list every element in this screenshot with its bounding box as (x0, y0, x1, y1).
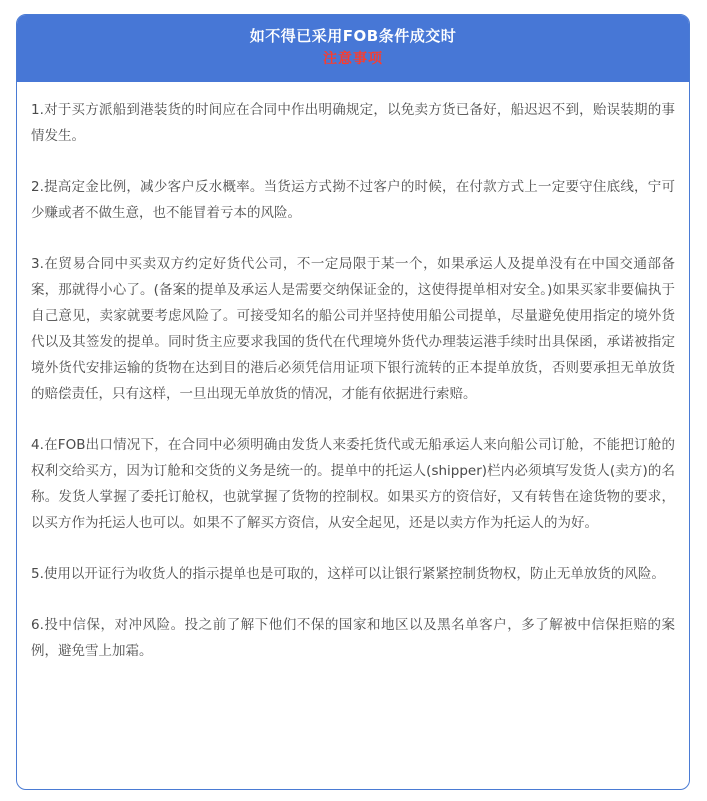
paragraph-6: 6.投中信保，对冲风险。投之前了解下他们不保的国家和地区以及黑名单客户，多了解被中信保拒赔的案例，避免雪上加霜。 (31, 617, 675, 659)
card-content (17, 82, 689, 664)
paragraph-5: 5.使用以开证行为收货人的指示提单也是可取的，这样可以让银行紧紧控制货物权，防止无单放货的风险。 (31, 566, 665, 582)
paragraph-2: 2.提高定金比例，减少客户反水概率。当货运方式拗不过客户的时候，在付款方式上一定要守住底线，宁可少赚或者不做生意，也不能冒着亏本的风险。 (31, 179, 675, 221)
card-header (17, 15, 689, 82)
paragraph-4: 4.在FOB出口情况下，在合同中必须明确由发货人来委托货代或无船承运人来向船公司订舱，不能把订舱的权利交给买方，因为订舱和交货的义务是统一的。提单中的托运人(shipper)栏内必须填写发货人(卖方)的名称。发货人掌握了委托订舱权，也就掌握了货物的控制权。如果买方的资信好，又有转售在途货物的要求，以买方作为托运人也可以。如果不了解买方资信，从安全起见，还是以卖方作为托运人的为好。 (31, 437, 675, 531)
card-title: 如不得已采用FOB条件成交时 (249, 27, 457, 45)
notice-card (16, 14, 690, 790)
paragraph-1: 1.对于买方派船到港装货的时间应在合同中作出明确规定，以免卖方货已备好，船迟迟不到，贻误装期的事情发生。 (31, 102, 675, 144)
card-subtitle: 注意事项 (323, 51, 383, 67)
paragraph-3: 3.在贸易合同中买卖双方约定好货代公司，不一定局限于某一个，如果承运人及提单没有在中国交通部备案，那就得小心了。(备案的提单及承运人是需要交纳保证金的，这使得提单相对安全。)如果买家非要偏执于自己意见，卖家就要考虑风险了。可接受知名的船公司并坚持使用船公司提单，尽量避免使用指定的境外货代以及其签发的提单。同时货主应要求我国的货代在代理境外货代办理装运港手续时出具保函，承诺被指定境外货代安排运输的货物在达到目的港后必须凭信用证项下银行流转的正本提单放货，否则要承担无单放货的赔偿责任，只有这样，一旦出现无单放货的情况，才能有依据进行索赔。 (31, 256, 675, 402)
